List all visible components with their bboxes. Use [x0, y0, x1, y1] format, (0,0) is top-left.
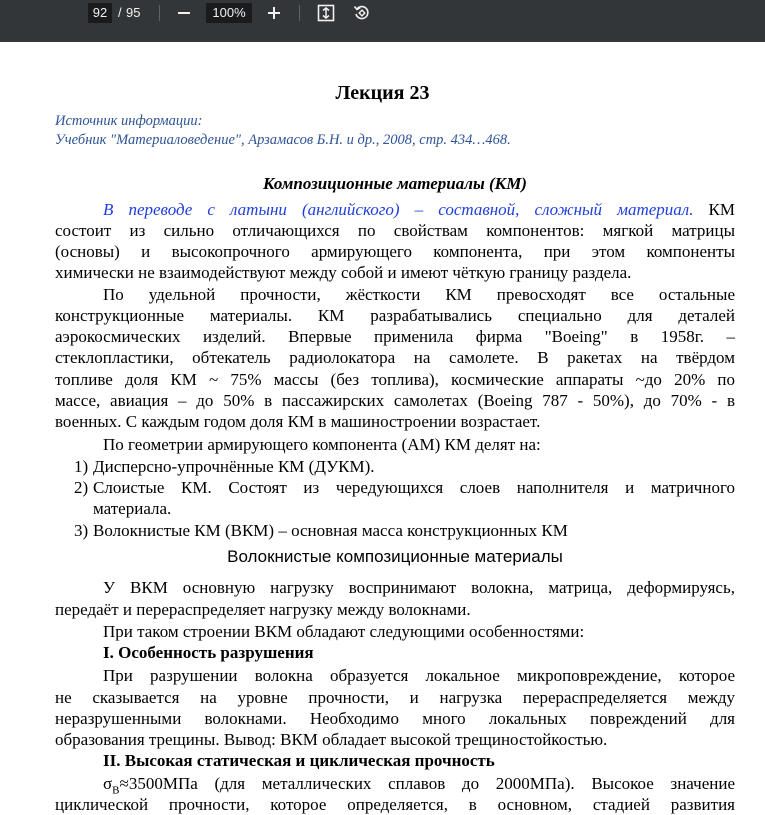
rotate-icon: [353, 4, 371, 22]
pdf-toolbar: [0, 0, 765, 42]
subheading: II. Высокая статическая и циклическая прочность: [103, 751, 495, 770]
page-total: 95: [126, 5, 141, 20]
section-subtitle: Композиционные материалы (КМ): [263, 174, 527, 193]
toolbar-divider: [159, 5, 160, 21]
rotate-button[interactable]: [350, 2, 374, 24]
paragraph-line: По геометрии армирующего компонента (АМ) КМ делят на:: [103, 435, 541, 454]
list-number: 2): [74, 478, 89, 497]
paragraph-line: военных. С каждым годом доля КМ в машиностроении возрастает.: [55, 412, 541, 431]
lecture-title: Лекция 23: [335, 82, 430, 104]
minus-icon: [177, 6, 191, 20]
list-text: материала.: [93, 499, 172, 518]
paragraph-line: аэрокосмических изделий. Впервые применила фирма "Boeing" в 1958г. –: [55, 327, 735, 346]
page-number-input[interactable]: 92: [88, 3, 112, 23]
list-text: Дисперсно-упрочнённые КМ (ДУКМ).: [93, 457, 375, 476]
paragraph-line: $\sigma_В\approx 3500МПа$ (для металлических сплавов до 2000МПа). Высокое значение: [103, 774, 735, 797]
pdf-page: [0, 42, 765, 814]
paragraph-line: химически не взаимодействуют между собой и имеют чёткую границу раздела.: [55, 263, 632, 282]
zoom-input[interactable]: 100%: [206, 3, 252, 23]
paragraph-line: топливе доля КМ ~ 75% массы (без топлива), космические аппараты ~до 20% по: [55, 370, 735, 389]
source-text: Учебник "Материаловедение", Арзамасов Б.Н. и др., 2008, стр. 434…468.: [55, 132, 511, 148]
paragraph-line: состоит из сильно отличающихся по свойствам компонентов: мягкой матрицы: [55, 221, 735, 240]
paragraph-line: передаёт и перераспределяет нагрузку между волокнами.: [55, 600, 471, 619]
paragraph-line: неразрушенными волокнами. Необходимо много локальных повреждений для: [55, 709, 735, 728]
subheading: I. Особенность разрушения: [103, 643, 314, 662]
paragraph-line: (основы) и высокопрочного армирующего компонента, при этом компоненты: [55, 242, 735, 261]
paragraph-line: стеклопластики, обтекатель радиолокатора на самолете. В ракетах на твёрдом: [55, 348, 735, 367]
zoom-out-button[interactable]: [172, 2, 196, 24]
source-label: Источник информации:: [55, 113, 203, 129]
plus-icon: [267, 6, 281, 20]
list-number: 1): [74, 457, 89, 476]
paragraph-line: В переводе с латыни (английского) – составной, сложный материал. КМ: [103, 200, 735, 219]
zoom-in-button[interactable]: [262, 2, 286, 24]
toolbar-divider: [299, 5, 300, 21]
paragraph-line: При разрушении волокна образуется локальное микроповреждение, которое: [103, 666, 735, 685]
list-number: 3): [74, 521, 89, 540]
list-text: Слоистые КМ. Состоят из чередующихся слоев наполнителя и матричного: [93, 478, 735, 497]
fit-page-button[interactable]: [314, 2, 338, 24]
paragraph-line: массе, авиация – до 50% в пассажирских самолетах (Boeing 787 - 50%), до 70% - в: [55, 391, 735, 410]
list-text: Волокнистые КМ (ВКМ) – основная масса конструкционных КМ: [93, 521, 568, 540]
fit-page-icon: [317, 4, 335, 22]
paragraph-line: По удельной прочности, жёсткости КМ превосходят все остальные: [103, 285, 735, 304]
paragraph-line: При таком строении ВКМ обладают следующими особенностями:: [103, 622, 585, 641]
paragraph-line: У ВКМ основную нагрузку воспринимают волокна, матрица, деформируясь,: [103, 578, 735, 597]
paragraph-line: образования трещины. Вывод: ВКМ обладает высокой трещиностойкостью.: [55, 730, 608, 749]
paragraph-line: циклической прочности, которое определяется, в основном, стадией развития: [55, 795, 735, 814]
section-heading: Волокнистые композиционные материалы: [227, 547, 563, 566]
paragraph-line: конструкционные материалы. КМ разрабатывались специально для деталей: [55, 306, 735, 325]
paragraph-line: не сказывается на уровне прочности, и нагрузка перераспределяется между: [55, 688, 735, 707]
page-separator: /: [118, 5, 122, 20]
